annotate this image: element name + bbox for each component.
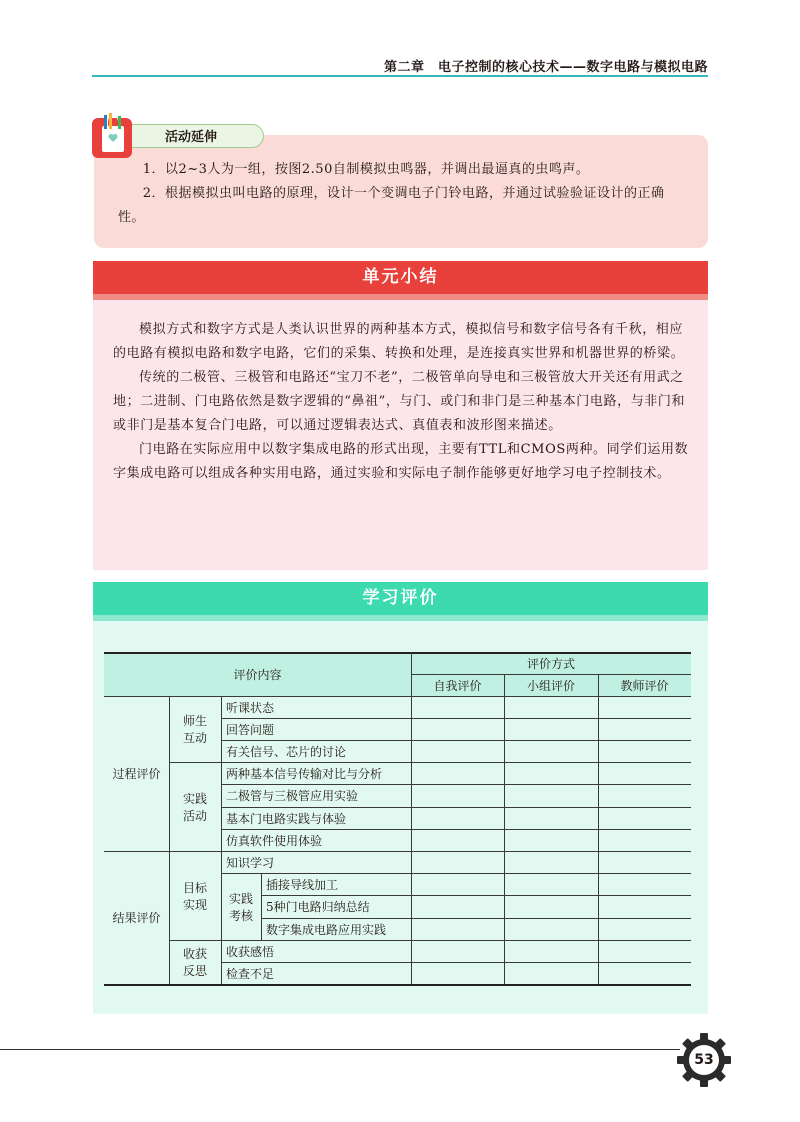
header-method-cell: 评价方式 [411, 652, 691, 674]
activity-title: 活动延伸 [165, 130, 218, 145]
table-grid-line [169, 940, 691, 941]
table-grid-line [411, 652, 412, 984]
summary-text [113, 318, 693, 486]
table-border-top [104, 652, 691, 654]
header-content-cell: 评价内容 [104, 652, 411, 696]
table-row-item: 听课状态 [226, 700, 275, 715]
sub-practice: 实践活动 [182, 791, 207, 823]
table-grid-line [221, 696, 222, 984]
group-result: 结果评价 [112, 911, 161, 925]
page-number: 53 [694, 1052, 714, 1068]
table-row-item: 基本门电路实践与体验 [226, 811, 347, 826]
summary-banner [93, 261, 708, 300]
table-row-item: 两种基本信号传输对比与分析 [226, 766, 383, 781]
summary-title: 单元小结 [362, 267, 439, 287]
activity-text [118, 158, 688, 230]
header-rule [92, 75, 708, 77]
table-grid-line [221, 873, 691, 874]
table-grid-line [221, 718, 691, 719]
table-grid-line [221, 829, 691, 830]
table-row-item: 收获感悟 [226, 944, 275, 959]
table-grid-line [221, 740, 691, 741]
table-border-bottom [104, 984, 691, 986]
activity-bag-icon [88, 112, 140, 160]
summary-paragraph: 模拟方式和数字方式是人类认识世界的两种基本方式，模拟信号和数字信号各有千秋，相应的电路有模拟电路和数字电路，它们的采集、转换和处理，是连接真实世界和机器世界的桥梁。 [113, 322, 685, 361]
table-grid-line [221, 784, 691, 785]
table-grid-line [261, 873, 262, 940]
sub-harvest: 收获反思 [182, 947, 207, 978]
sub-practice-exam: 实践考核 [229, 891, 254, 923]
summary-paragraph: 门电路在实际应用中以数字集成电路的形式出现，主要有TTL和CMOS两种。同学们运用数字集成电路可以组成各种实用电路，通过实验和实际电子制作能够更好地学习电子控制技术。 [113, 442, 689, 481]
table-row-item: 有关信号、芯片的讨论 [226, 744, 347, 759]
table-row-item: 二极管与三极管应用实验 [226, 788, 359, 803]
table-grid-line [261, 918, 691, 919]
table-grid-line [169, 696, 170, 984]
table-row-item: 插接导线加工 [266, 877, 339, 892]
group-process: 过程评价 [112, 767, 161, 781]
sub-teacher-student: 师生互动 [182, 714, 207, 745]
chapter-header: 第二章 电子控制的核心技术——数字电路与模拟电路 [383, 60, 708, 75]
table-row-item: 检查不足 [226, 966, 275, 981]
table-grid-line [104, 851, 691, 852]
activity-item: 1．以2~3人为一组，按图2.50自制模拟虫鸣器，并调出最逼真的虫鸣声。 [142, 162, 590, 177]
table-row-item: 数字集成电路应用实践 [266, 922, 387, 937]
table-grid-line [261, 895, 691, 896]
header-teacher-eval: 教师评价 [598, 674, 691, 696]
activity-item: 2．根据模拟虫叫电路的原理，设计一个变调电子门铃电路，并通过试验验证设计的正确性。 [118, 186, 665, 225]
table-row-item: 仿真软件使用体验 [226, 833, 323, 848]
table-grid-line [504, 674, 505, 984]
table-grid-line [221, 807, 691, 808]
footer-rule [0, 1049, 680, 1050]
table-grid-line [104, 696, 691, 697]
table-row-item: 回答问题 [226, 722, 275, 737]
header-group-eval: 小组评价 [504, 674, 598, 696]
evaluation-banner [93, 582, 708, 621]
evaluation-title: 学习评价 [362, 588, 439, 608]
table-row-item: 知识学习 [226, 855, 275, 870]
table-row-item: 5种门电路归纳总结 [266, 899, 370, 914]
table-grid-line [411, 674, 691, 675]
header-self-eval: 自我评价 [411, 674, 504, 696]
table-grid-line [598, 674, 599, 984]
table-grid-line [221, 962, 691, 963]
sub-goal: 目标实现 [182, 880, 207, 912]
summary-paragraph: 传统的二极管、三极管和电路还“宝刀不老”，二极管单向导电和三极管放大开关还有用武之地；二进制、门电路依然是数字逻辑的“鼻祖”，与门、或门和非门是三种基本门电路，与非门和或非门是基本复合门电路，可以通过逻辑表达式、真值表和波形图来描述。 [113, 370, 686, 433]
table-grid-line [169, 762, 691, 763]
